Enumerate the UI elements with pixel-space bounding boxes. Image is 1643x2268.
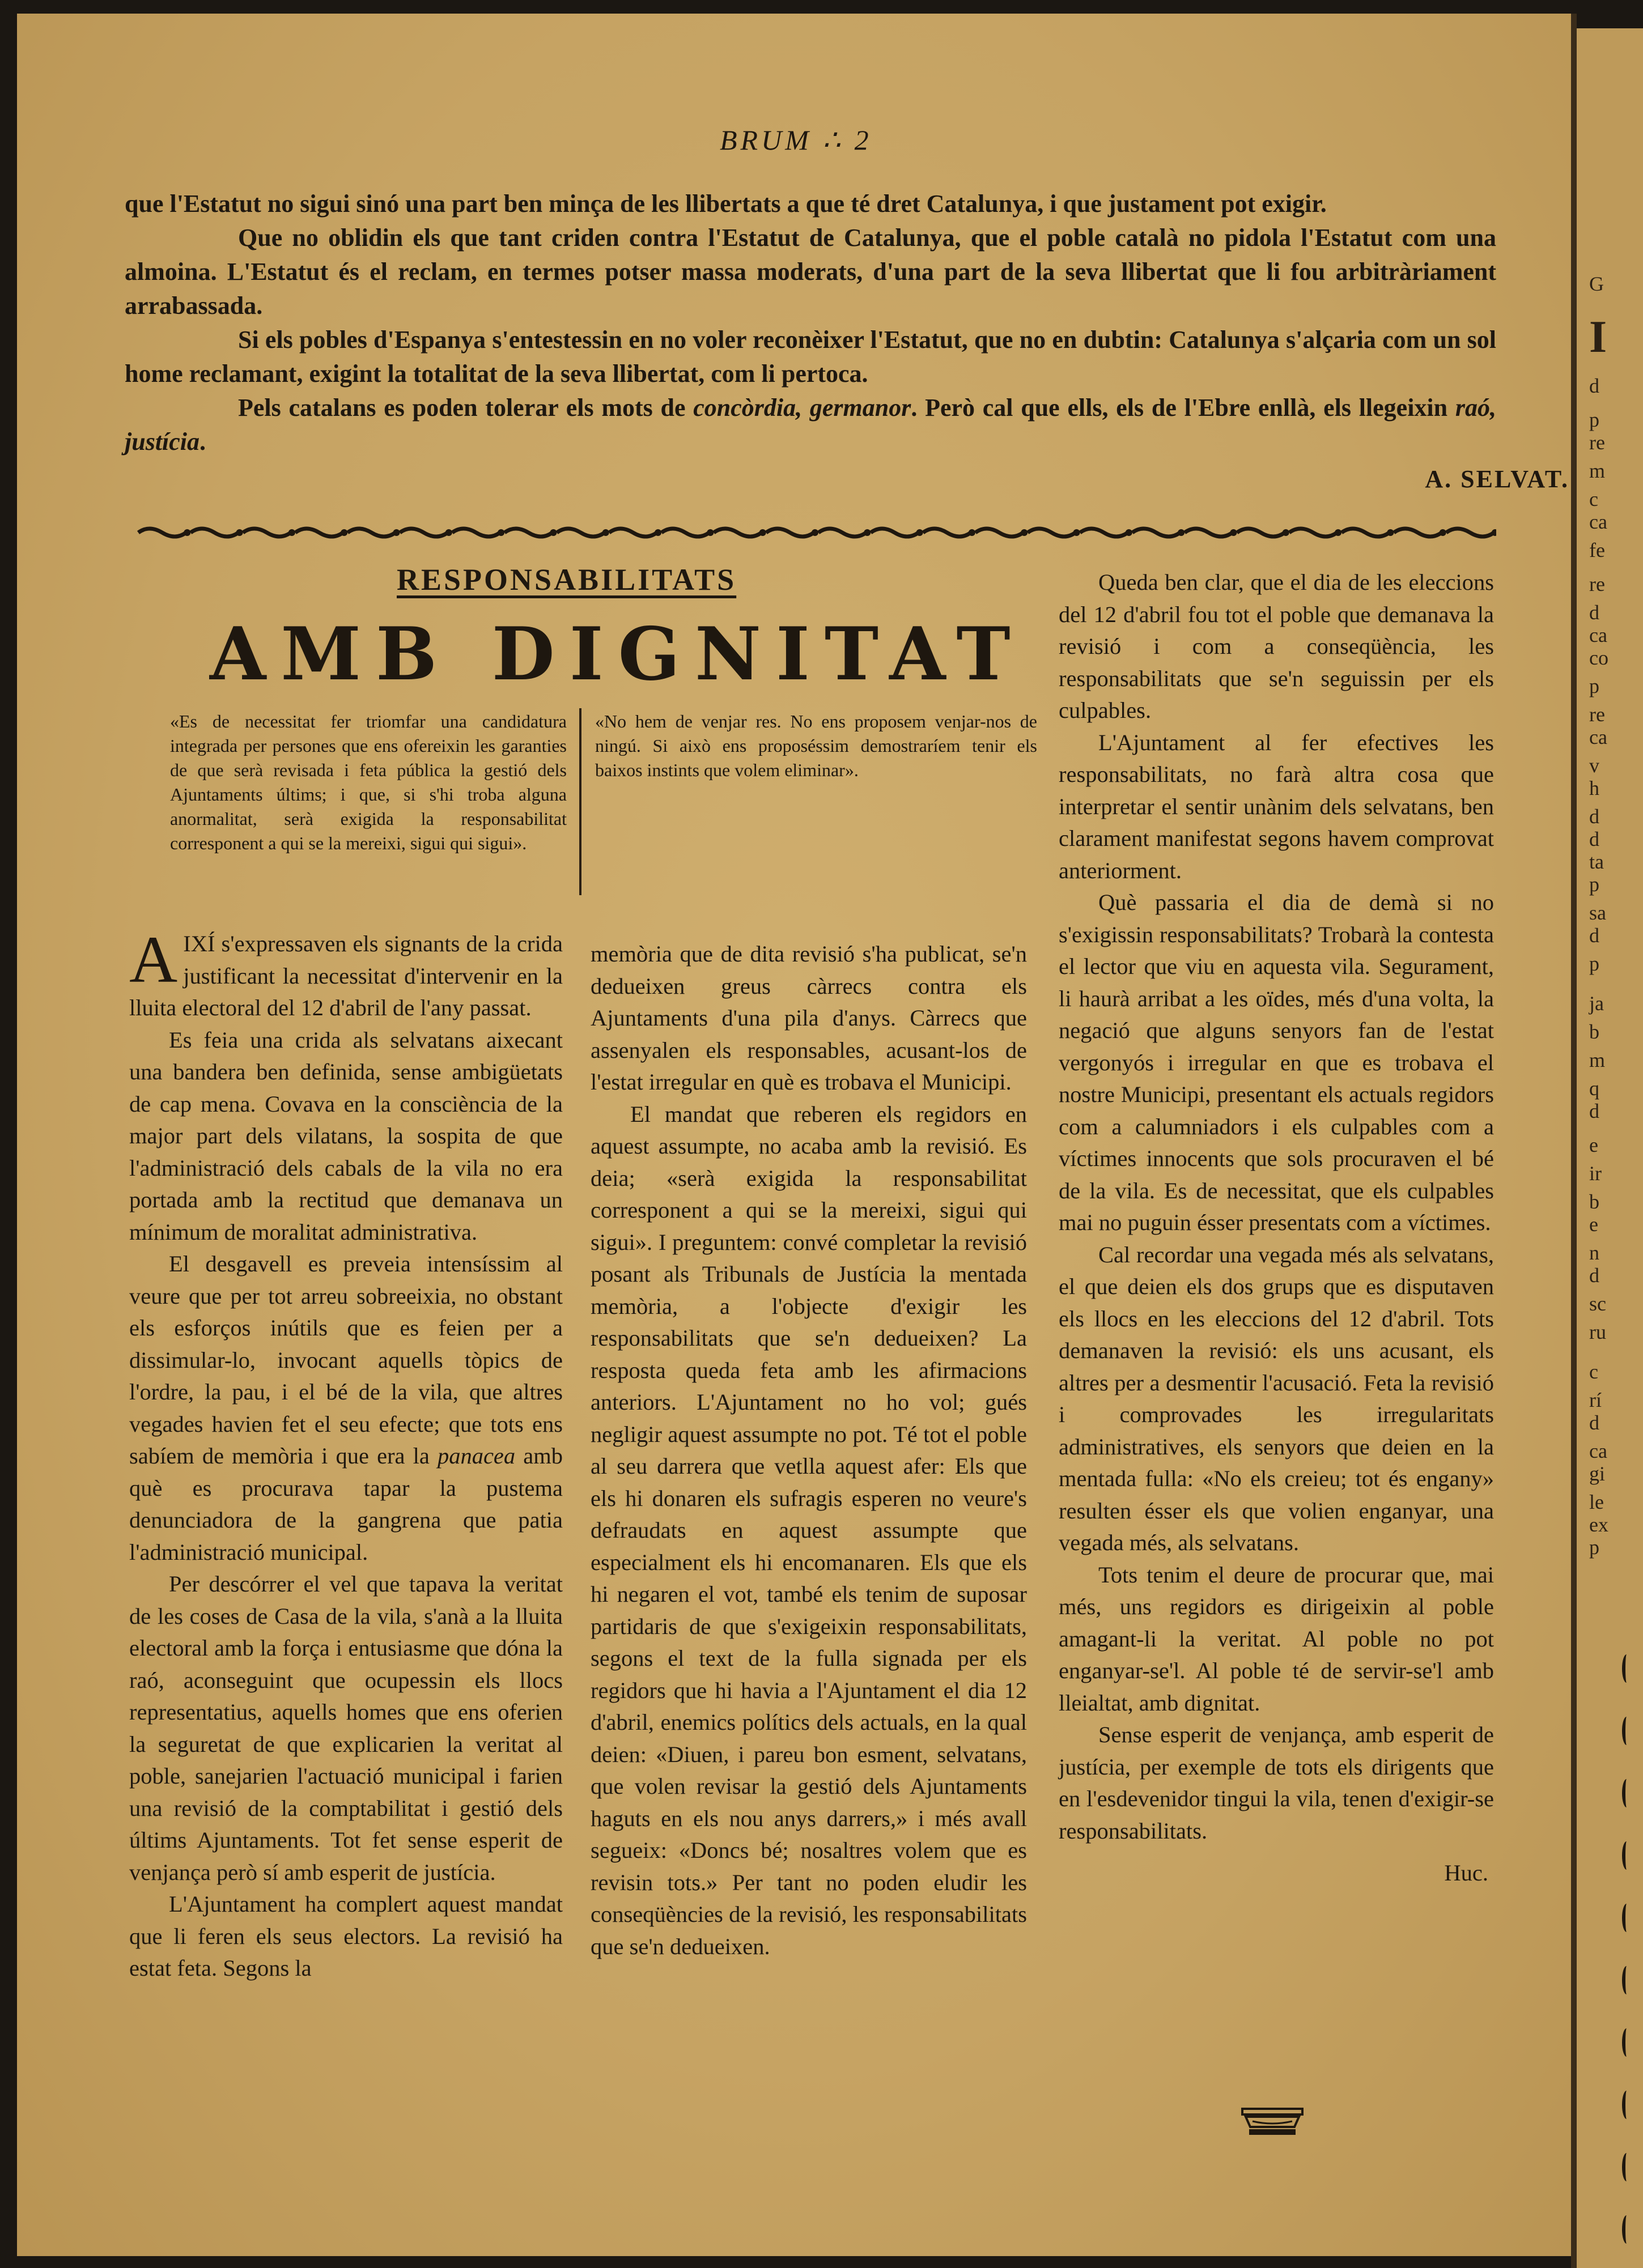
divider-wave (400, 529, 448, 537)
divider-wave (1237, 529, 1284, 537)
divider-dot (812, 529, 818, 536)
next-page-text-fragment: ca (1589, 624, 1607, 646)
text-run: . (199, 428, 206, 456)
article-paragraph: Tots tenim el deure de procurar que, mai més, uns regidors es dirigeixin al poble amagant-li la veritat. Al poble no pot enganyar-se'l. Al poble té de servir-se'l amb lleialtat, amb dignitat. (1059, 1561, 1494, 1716)
divider-dot (550, 529, 557, 536)
next-page-text-fragment: ru (1589, 1321, 1606, 1343)
article-paragraph: El mandat que reberen els regidors en aquest assumpte, no acaba amb la revisió. Es deia; «serà exigida la responsabilitat corresponent a qui se la mereixi, sigui qui sigui». I preguntem: convé completar la revisió posant als Tribunals de Justícia la mentada memòria, a l'objecte d'exigir les responsabilitats que se'n dedueixen? La resposta queda feta amb les afirmacions anteriors. L'Ajuntament no ho vol; gués negligir aquest assumpte no pot. Té tot el poble al seu darrera que vetlla aquest afer: Els que els hi donaren els sufragis esperen no veure's defraudats en aquest assumpte que especialment els hi encomanaren. Els que els hi negaren el vot, també els tenim de suposar partidaris de que s'exigeixin responsabilitats, segons el text de la fulla signada per els regidors que hi havia a l'Ajuntament el dia 12 d'abril, enemics polítics dels actuals, en la qual deien: «Diuen, i pareu bon esment, selvatans, que volen revisar la gestió dels Ajuntaments haguts en els nou anys darrers,» i més avall segueix: «Doncs bé; nosaltres volem que es revisin tots.» Per tant no poden eludir les conseqüències de la revisió, les responsabilitats que se'n dedueixen. (591, 1101, 1027, 1959)
text-run: El desgavell es preveia intensíssim al veure que per tot arreu sobreeixia, no obstant els esforços inútils que es feien per a dissimular-lo, invocant aquells tòpics de l'ordre, la pau, i el bé de la vila, que altres vegades havien fet el seu efecte; que tots ens sabíem de memòria i que era la (129, 1251, 563, 1469)
article-paragraph: Sense esperit de venjança, amb esperit de justícia, per exemple de tots els dirigents que en l'esdevenidor tingui la vila, tenen d'exigir-se responsabilitats. (1059, 1722, 1494, 1844)
divider-wave (766, 529, 814, 537)
divider-dot (916, 529, 923, 536)
divider-wave (347, 529, 395, 537)
divider-wave (1446, 529, 1494, 537)
book-spine (1571, 14, 1577, 2268)
article-headline: AMB DIGNITAT (210, 612, 1025, 697)
text-run: Pels catalans es poden tolerar els mots de (238, 394, 694, 422)
next-page-text-fragment: G (1589, 273, 1604, 295)
article-paragraph: L'Ajuntament ha complert aquest mandat que li feren els seus electors. La revisió ha estat feta. Segons la (129, 1891, 563, 1981)
article-signature: Huc. (1444, 1860, 1488, 1886)
next-page-text-fragment: q (1589, 1077, 1599, 1100)
divider-wave (1341, 529, 1389, 537)
divider-wave (504, 529, 552, 537)
end-ornament-icon (1241, 2107, 1304, 2138)
text-run: . Però cal que ells, els de l'Ebre enllà, els llegeixin (911, 394, 1455, 422)
divider-wave (975, 529, 1023, 537)
edge-ornament-icon (1622, 1654, 1631, 1683)
epigraph-quote-right: «No hem de venjar res. No ens proposem venjar-nos de ningú. Si això ens proposéssim demostraríem tenir els baixos instints que volem eliminar». (595, 711, 1037, 780)
text-run: IXÍ s'expressaven els signants de la crida justificant la necessitat d'intervenir en la lluita electoral del 12 d'abril de l'any passat. (129, 931, 563, 1020)
next-page-text-fragment: d (1589, 924, 1599, 947)
next-page-text-fragment: h (1589, 777, 1599, 799)
divider-dot (445, 529, 452, 536)
article-paragraph: Què passaria el dia de demà si no s'exigissin responsabilitats? Trobarà la contesta el lector que viu en aquesta vila. Segurament, li haurà arribat a les oïdes, més d'una volta, la negació que alguns senyors fan de l'estat vergonyós i irregular en que es trobava el nostre Municipi, presentant els actuals regidors com a calumniadors i els culpables com a víctimes innocents que sols procuraven el bé de la vila. Es de necessitat, que els culpables mai no puguin ésser presentats com a víctimes. (1059, 890, 1494, 1235)
next-page-text-fragment: b (1589, 1020, 1599, 1043)
next-page-text-fragment: re (1589, 703, 1605, 726)
divider-wave (138, 529, 186, 537)
next-page-text-fragment: d (1589, 805, 1599, 828)
article-paragraph (129, 1248, 563, 1568)
next-page-text-fragment: rí (1589, 1389, 1602, 1411)
next-page-text-fragment: p (1589, 1536, 1599, 1559)
divider-wave (818, 529, 866, 537)
next-page-text-fragment: d (1589, 1100, 1599, 1122)
divider-wave (452, 529, 500, 537)
next-page-text-fragment: I (1589, 312, 1607, 362)
next-page-text-fragment: m (1589, 1049, 1606, 1071)
next-page-text-fragment: ex (1589, 1513, 1608, 1536)
edge-ornament-icon (1622, 2215, 1631, 2244)
article-column-2 (591, 938, 1027, 1963)
next-page-text-fragment: ca (1589, 510, 1607, 533)
emphasis: raó, justícia (125, 394, 1496, 456)
quote-divider (579, 708, 581, 895)
next-page-text-fragment: p (1589, 675, 1599, 697)
next-page-text-fragment: p (1589, 952, 1599, 975)
divider-dot (236, 529, 243, 536)
intro-paragraph-3: Si els pobles d'Espanya s'entestessin en no voler reconèixer l'Estatut, que no en dubtin: Catalunya s'alçaria com un sol home reclamant, exigint la totalitat de la seva llibertat, com li pertoca. (125, 326, 1496, 388)
divider-wave (609, 529, 657, 537)
edge-ornament-icon (1622, 1717, 1631, 1745)
next-page-text-fragment: d (1589, 828, 1599, 850)
next-page-text-fragment: m (1589, 459, 1606, 482)
divider-wave (923, 529, 971, 537)
divider-wave (1289, 529, 1337, 537)
divider-dot (1178, 529, 1185, 536)
adjacent-page-fragment (1577, 28, 1643, 2268)
divider-dot (602, 529, 609, 536)
next-page-text-fragment: e (1589, 1134, 1598, 1156)
divider-dot (707, 529, 714, 536)
emphasis: panacea (437, 1443, 516, 1469)
emphasis: concòrdia, germanor (693, 394, 911, 422)
edge-ornament-icon (1622, 1966, 1631, 1994)
article-paragraph (129, 922, 563, 1024)
edge-ornament-icon (1622, 1904, 1631, 1932)
divider-dot (759, 529, 766, 536)
next-page-text-fragment: n (1589, 1241, 1599, 1264)
divider-wave (1132, 529, 1180, 537)
next-page-text-fragment: le (1589, 1491, 1604, 1513)
edge-ornament-icon (1622, 1779, 1631, 1807)
divider-wave (871, 529, 918, 537)
intro-paragraph-4 (125, 391, 1496, 459)
next-page-text-fragment: p (1589, 409, 1599, 431)
next-page-text-fragment: ja (1589, 992, 1604, 1015)
divider-dot (184, 529, 190, 536)
next-page-text-fragment: d (1589, 1264, 1599, 1287)
divider-wave (243, 529, 291, 537)
edge-ornament-icon (1622, 1841, 1631, 1870)
page-header: BRUM ∴ 2 (720, 124, 872, 156)
next-page-text-fragment: p (1589, 873, 1599, 896)
divider-dot (1335, 529, 1341, 536)
next-page-text-fragment: c (1589, 1360, 1598, 1383)
divider-dot (864, 529, 871, 536)
divider-dot (1387, 529, 1394, 536)
divider-dot (1230, 529, 1237, 536)
divider-dot (393, 529, 400, 536)
next-page-text-fragment: re (1589, 573, 1605, 595)
drop-cap: A (129, 922, 178, 997)
next-page-text-fragment: ca (1589, 726, 1607, 748)
next-page-text-fragment: gi (1589, 1462, 1606, 1485)
ornamental-divider (136, 521, 1496, 544)
article-paragraph: memòria que de dita revisió s'ha publicat, se'n dedueixen greus càrrecs contra els Ajuntaments d'una pila d'anys. Càrrecs que assenyalen els responsables, acusant-los de l'estat irregular en què es trobava el Municipi. (591, 941, 1027, 1095)
edge-ornament-icon (1622, 2091, 1631, 2119)
next-page-text-fragment: c (1589, 488, 1598, 510)
next-page-text-fragment: sc (1589, 1292, 1606, 1315)
divider-wave (714, 529, 761, 537)
text-run: amb què es procurava tapar la pustema denunciadora de la gangrena que patia l'administració municipal. (129, 1443, 563, 1565)
edge-ornament-icon (1622, 2153, 1631, 2181)
divider-dot (1073, 529, 1080, 536)
intro-signature: A. SELVAT. (1425, 465, 1569, 493)
edge-ornament-icon (1622, 2028, 1631, 2057)
divider-wave (190, 529, 238, 537)
divider-dot (655, 529, 661, 536)
divider-dot (1283, 529, 1289, 536)
divider-wave (557, 529, 604, 537)
intro-text (125, 187, 1496, 459)
article-paragraph: Queda ben clar, que el dia de les eleccions del 12 d'abril fou tot el poble que demanava la revisió i com a conseqüència, les responsabilitats que se'n seguissin per els culpables. (1059, 569, 1494, 723)
divider-wave (1185, 529, 1232, 537)
divider-dot (1126, 529, 1132, 536)
divider-dot (288, 529, 295, 536)
divider-dot (341, 529, 347, 536)
next-page-text-fragment: co (1589, 646, 1608, 669)
divider-dot (1021, 529, 1028, 536)
next-page-text-fragment: sa (1589, 901, 1606, 924)
intro-paragraph-1: que l'Estatut no sigui sinó una part ben minça de les llibertats a que té dret Catalunya, i que justament pot exigir. (125, 190, 1327, 218)
article-paragraph: Per descórrer el vel que tapava la veritat de les coses de Casa de la vila, s'anà a la lluita electoral amb la força i entusiasme que dóna la raó, aconseguint que ocupessin els llocs representatius, aquells homes que ens oferien la seguretat de que explicarien la veritat al poble, sanejarien l'actuació municipal i farien una revisió de la comptabilitat i gestió dels últims Ajuntaments. Tot fet sense esperit de venjança però sí amb esperit de justícia. (129, 1571, 563, 1885)
article-paragraph: L'Ajuntament al fer efectives les responsabilitats, no farà altra cosa que interpretar el sentir unànim dels selvatans, ben clarament manifestat segons havem comprovat anteriorment. (1059, 729, 1494, 883)
intro-paragraph-2: Que no oblidin els que tant criden contra l'Estatut de Catalunya, que el poble català no pidola l'Estatut com una almoina. L'Estatut és el reclam, en termes potser massa moderats, d'una part de la seva llibertat que li fou arbitràriament arrabassada. (125, 224, 1496, 320)
article-column-1 (129, 922, 563, 1985)
next-page-text-fragment: v (1589, 754, 1599, 777)
article-paragraph: Es feia una crida als selvatans aixecant una bandera ben definida, sense ambigüetats de cap mena. Covava en la consciència de la major part dels vilatans, la sospita de que l'administració dels cabals de la vila no era portada amb la rectitud que demanava un mínimum de moralitat administrativa. (129, 1027, 563, 1245)
next-page-text-fragment: re (1589, 431, 1605, 454)
next-page-text-fragment: d (1589, 1411, 1599, 1434)
next-page-text-fragment: e (1589, 1213, 1598, 1236)
epigraph-quote-left: «Es de necessitat fer triomfar una candidatura integrada per persones que ens ofereixin les garanties de que serà revisada i feta pública la gestió dels Ajuntaments últims; i que, si s'hi troba alguna anormalitat, serà exigida la responsabilitat corresponent a qui se la mereixi, sigui qui sigui». (170, 711, 567, 853)
divider-wave (1080, 529, 1128, 537)
article-column-3 (1059, 567, 1494, 1890)
divider-wave (295, 529, 343, 537)
next-page-text-fragment: ta (1589, 850, 1604, 873)
next-page-text-fragment: fe (1589, 539, 1605, 561)
divider-wave (1028, 529, 1075, 537)
divider-dot (498, 529, 504, 536)
divider-wave (1394, 529, 1441, 537)
article-paragraph: Cal recordar una vegada més als selvatans, el que deien els dos grups que es disputaven els llocs en les eleccions del 12 d'abril. Tots demanaven la revisió: els uns acusant, els altres per a desmentir l'acusació. Feta la revisió i comprovades les irregularitats administratives, els senyors que deien en la mentada fulla: «No els creieu; tot és engany» resulten ésser els que volien enganyar, una vegada més, als selvatans. (1059, 1241, 1494, 1555)
next-page-text-fragment: ir (1589, 1162, 1602, 1185)
next-page-text-fragment: ca (1589, 1440, 1607, 1462)
article-kicker: RESPONSABILITATS (397, 563, 737, 597)
next-page-text-fragment: b (1589, 1190, 1599, 1213)
divider-dot (1440, 529, 1446, 536)
divider-dot (969, 529, 975, 536)
divider-wave (661, 529, 709, 537)
next-page-text-fragment: d (1589, 601, 1599, 624)
next-page-text-fragment: d (1589, 375, 1599, 397)
